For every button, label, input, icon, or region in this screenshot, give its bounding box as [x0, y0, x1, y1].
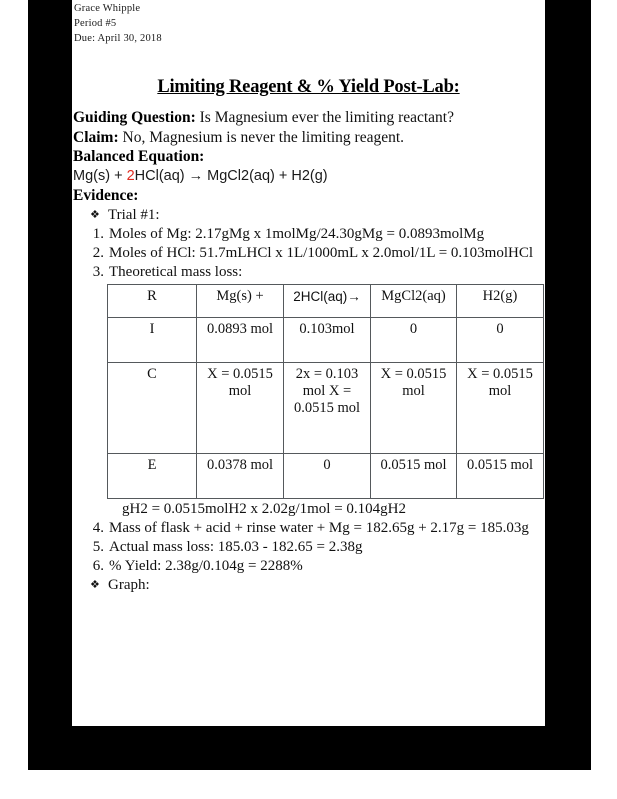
equation-coefficient: 2: [126, 167, 135, 184]
table-cell: 0.0515 mol: [457, 453, 544, 498]
page-title: [72, 77, 545, 98]
bullet-trial: [72, 206, 545, 225]
table-header-row: [108, 284, 544, 317]
document-body: [72, 0, 545, 595]
rice-table: [107, 284, 544, 499]
table-row: [108, 362, 544, 453]
list-item-index: 6.: [92, 557, 104, 574]
due-date: Due: April 30, 2018: [74, 33, 162, 44]
table-cell: 0.0378 mol: [197, 453, 284, 498]
diamond-bullet-icon: ❖: [90, 208, 100, 221]
equation-part-1: Mg(s) +: [73, 167, 127, 184]
table-header-cell: R: [108, 284, 197, 317]
list-item-index: 1.: [92, 225, 104, 242]
table-cell: X = 0.0515 mol: [371, 362, 457, 453]
table-cell: 0: [457, 317, 544, 362]
guiding-question-line: [72, 108, 545, 128]
list-item: [72, 225, 545, 244]
bullet-graph-label: Graph:: [108, 576, 150, 593]
table-row: [108, 453, 544, 498]
table-row-label: E: [108, 453, 197, 498]
table-header-cell: 2HCl(aq)→: [284, 284, 371, 317]
list-item-index: 4.: [92, 519, 104, 536]
claim-label: Claim:: [73, 128, 119, 146]
table-row-label: I: [108, 317, 197, 362]
table-cell: X = 0.0515 mol: [457, 362, 544, 453]
evidence-label: Evidence:: [73, 187, 139, 204]
page-title-text: Limiting Reagent & % Yield Post-Lab:: [157, 77, 460, 97]
list-item-text: Mass of flask + acid + rinse water + Mg = 182.65g + 2.17g = 185.03g: [109, 519, 529, 536]
list-item: [72, 538, 545, 557]
table-header-cell: H2(g): [457, 284, 544, 317]
list-item-index: 5.: [92, 538, 104, 555]
list-item-text: Theoretical mass loss:: [109, 263, 243, 280]
student-name: Grace Whipple: [74, 3, 141, 14]
list-item: [72, 263, 545, 282]
list-item-text: Moles of Mg: 2.17gMg x 1molMg/24.30gMg = 0.0893molMg: [109, 225, 485, 242]
list-item-text: Actual mass loss: 185.03 - 182.65 = 2.38g: [109, 538, 363, 555]
balanced-equation-line: [72, 167, 545, 187]
table-cell: X = 0.0515 mol: [197, 362, 284, 453]
equation-part-2: HCl(aq) → MgCl2(aq) + H2(g): [134, 167, 328, 184]
list-item-text: Moles of HCl: 51.7mLHCl x 1L/1000mL x 2.0mol/1L = 0.103molHCl: [109, 244, 534, 261]
list-item-text: % Yield: 2.38g/0.104g = 2288%: [109, 557, 303, 574]
gh2-calculation-line: gH2 = 0.0515molH2 x 2.02g/1mol = 0.104gH2: [122, 500, 407, 517]
diamond-bullet-icon: ❖: [90, 578, 100, 591]
class-period: Period #5: [74, 18, 117, 29]
table-cell: 0: [371, 317, 457, 362]
table-cell: 0: [284, 453, 371, 498]
claim-line: [72, 128, 545, 148]
table-cell: 0.0893 mol: [197, 317, 284, 362]
list-item-index: 2.: [92, 244, 104, 261]
guiding-question-text: Is Magnesium ever the limiting reactant?: [195, 109, 454, 126]
document-page: [72, 0, 545, 726]
balanced-equation-label: Balanced Equation:: [73, 148, 205, 165]
table-row-label: C: [108, 362, 197, 453]
guiding-question-label: Guiding Question:: [73, 109, 196, 126]
table-cell: 0.103mol: [284, 317, 371, 362]
list-item: [72, 557, 545, 576]
table-cell: 2x = 0.103 mol X = 0.0515 mol: [284, 362, 371, 453]
claim-text: No, Magnesium is never the limiting reagent.: [118, 128, 405, 146]
table-cell: 0.0515 mol: [371, 453, 457, 498]
list-item: [72, 519, 545, 538]
table-row: [108, 317, 544, 362]
bullet-graph: [72, 576, 545, 595]
table-header-cell: MgCl2(aq): [371, 284, 457, 317]
bullet-trial-label: Trial #1:: [108, 206, 160, 223]
student-header: [72, 0, 545, 46]
list-item: [72, 244, 545, 263]
rice-table-wrapper: [107, 284, 543, 499]
list-item-index: 3.: [92, 263, 104, 280]
table-header-cell: Mg(s) +: [197, 284, 284, 317]
